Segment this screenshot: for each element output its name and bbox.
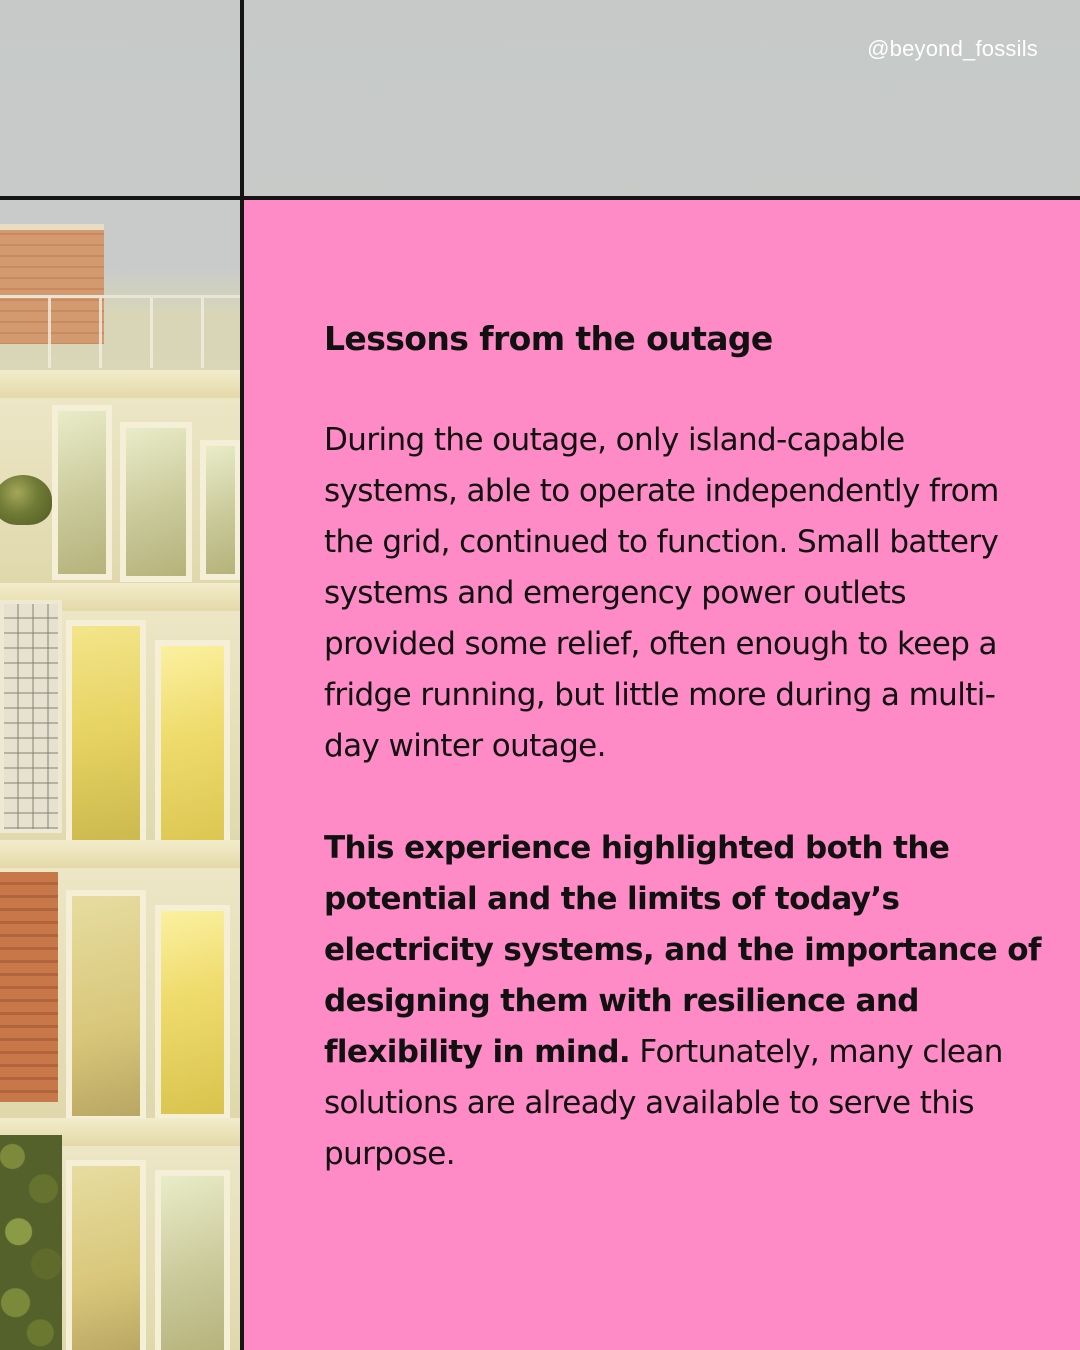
- rooftop-railing: [0, 295, 241, 368]
- floor-slab: [0, 370, 241, 398]
- window: [200, 440, 241, 580]
- conclusion-bold-text: This experience highlighted both the potential and the limits of today’s electricity systems, and the importance of designing them with resilience and flexibility in mind.: [324, 830, 1041, 1070]
- brick-cladding: [0, 872, 58, 1102]
- window: [66, 1160, 146, 1350]
- window: [120, 422, 192, 582]
- balcony-plant: [0, 475, 52, 525]
- window: [66, 890, 146, 1122]
- paragraph-outage-systems: During the outage, only island-capable systems, able to operate independently from the grid, continued to function. Small battery systems and emergency power outlets provided some relief, often enough to keep a fridge running, but little more during a multi-day winter outage.: [324, 422, 999, 764]
- paragraph-conclusion: [324, 823, 1044, 1180]
- panel-heading: Lessons from the outage: [324, 319, 773, 358]
- floor-slab: [0, 840, 241, 868]
- ivy-wall: [0, 1135, 62, 1350]
- window: [155, 1170, 230, 1350]
- conclusion-regular-text: Fortunately, many clean solutions are already available to serve this purpose.: [324, 1034, 1003, 1172]
- window: [66, 620, 146, 865]
- social-handle: @beyond_fossils: [867, 36, 1038, 61]
- window: [52, 405, 112, 580]
- text-panel: [244, 200, 1080, 1350]
- panel-content: [324, 313, 1044, 1180]
- building-photo: [0, 200, 241, 1350]
- solar-facade-panel: [0, 600, 62, 833]
- window: [155, 905, 230, 1120]
- window: [155, 640, 230, 865]
